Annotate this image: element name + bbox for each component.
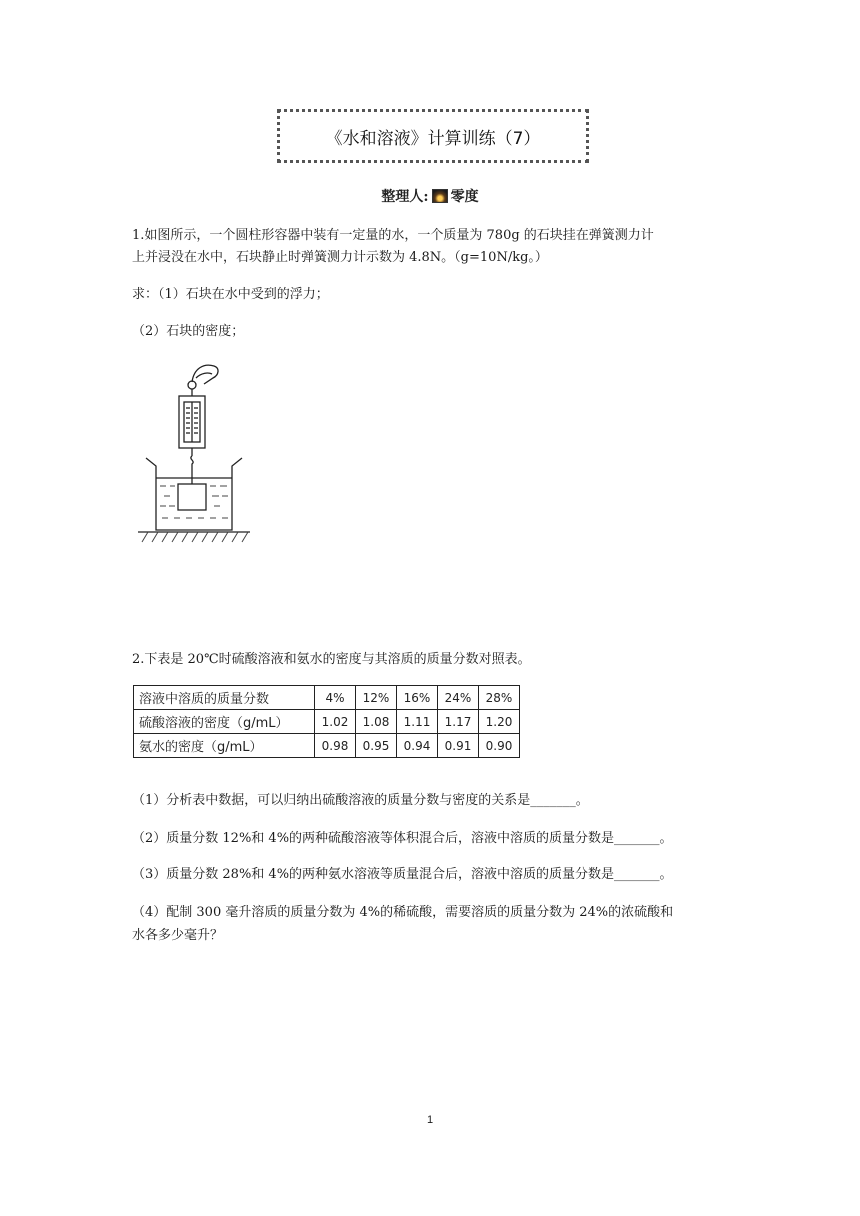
table-row bbox=[134, 686, 520, 710]
table-cell: 1.08 bbox=[356, 710, 397, 734]
page-title: 《水和溶液》计算训练（7） bbox=[277, 109, 589, 163]
table-cell: 12% bbox=[356, 686, 397, 710]
table-cell: 28% bbox=[479, 686, 520, 710]
stone-block bbox=[178, 484, 206, 510]
q1-ask-buoyancy: 求：（1）石块在水中受到的浮力； bbox=[132, 287, 329, 302]
table-cell: 0.90 bbox=[479, 734, 520, 758]
table-cell: 1.02 bbox=[315, 710, 356, 734]
table-cell: 1.17 bbox=[438, 710, 479, 734]
table-cell: 0.94 bbox=[397, 734, 438, 758]
table-row bbox=[134, 734, 520, 758]
q2-intro: 2.下表是 20℃时硫酸溶液和氨水的密度与其溶质的质量分数对照表。 bbox=[132, 652, 531, 667]
spring-scale-figure bbox=[134, 360, 254, 546]
table-cell: 0.98 bbox=[315, 734, 356, 758]
q2-sub1: （1）分析表中数据，可以归纳出硫酸溶液的质量分数与密度的关系是_______。 bbox=[132, 793, 589, 808]
q1-text-line2: 上并浸没在水中，石块静止时弹簧测力计示数为 4.8N。（g=10N/kg。） bbox=[132, 250, 548, 265]
q2-sub4-line1: （4）配制 300 毫升溶质的质量分数为 4%的稀硫酸，需要溶质的质量分数为 24%的浓硫酸和 bbox=[132, 905, 674, 920]
table-row-label: 硫酸溶液的密度（g/mL） bbox=[134, 710, 315, 734]
table-cell: 24% bbox=[438, 686, 479, 710]
table-header-label: 溶液中溶质的质量分数 bbox=[134, 686, 315, 710]
table-cell: 1.20 bbox=[479, 710, 520, 734]
table-cell: 4% bbox=[315, 686, 356, 710]
page-number: 1 bbox=[426, 1114, 434, 1126]
q2-sub4-line2: 水各多少毫升？ bbox=[132, 928, 224, 943]
q1-ask-density: （2）石块的密度； bbox=[132, 324, 245, 339]
table-row-label: 氨水的密度（g/mL） bbox=[134, 734, 315, 758]
table-row bbox=[134, 710, 520, 734]
table-cell: 0.95 bbox=[356, 734, 397, 758]
author-name: 零度 bbox=[450, 189, 479, 205]
q2-sub2: （2）质量分数 12%和 4%的两种硫酸溶液等体积混合后，溶液中溶质的质量分数是_______。 bbox=[132, 831, 673, 846]
scale-hook-ring bbox=[188, 381, 196, 389]
author-avatar-icon bbox=[432, 189, 448, 203]
table-cell: 0.91 bbox=[438, 734, 479, 758]
hand-icon bbox=[192, 365, 218, 384]
table-cell: 1.11 bbox=[397, 710, 438, 734]
q1-text-line1: 1.如图所示，一个圆柱形容器中装有一定量的水，一个质量为 780g 的石块挂在弹簧测力计 bbox=[132, 228, 654, 243]
table-cell: 16% bbox=[397, 686, 438, 710]
author-line bbox=[0, 186, 860, 206]
density-table bbox=[133, 685, 520, 758]
q2-sub3: （3）质量分数 28%和 4%的两种氨水溶液等质量混合后，溶液中溶质的质量分数是_______。 bbox=[132, 867, 673, 882]
author-label: 整理人: bbox=[381, 189, 429, 205]
